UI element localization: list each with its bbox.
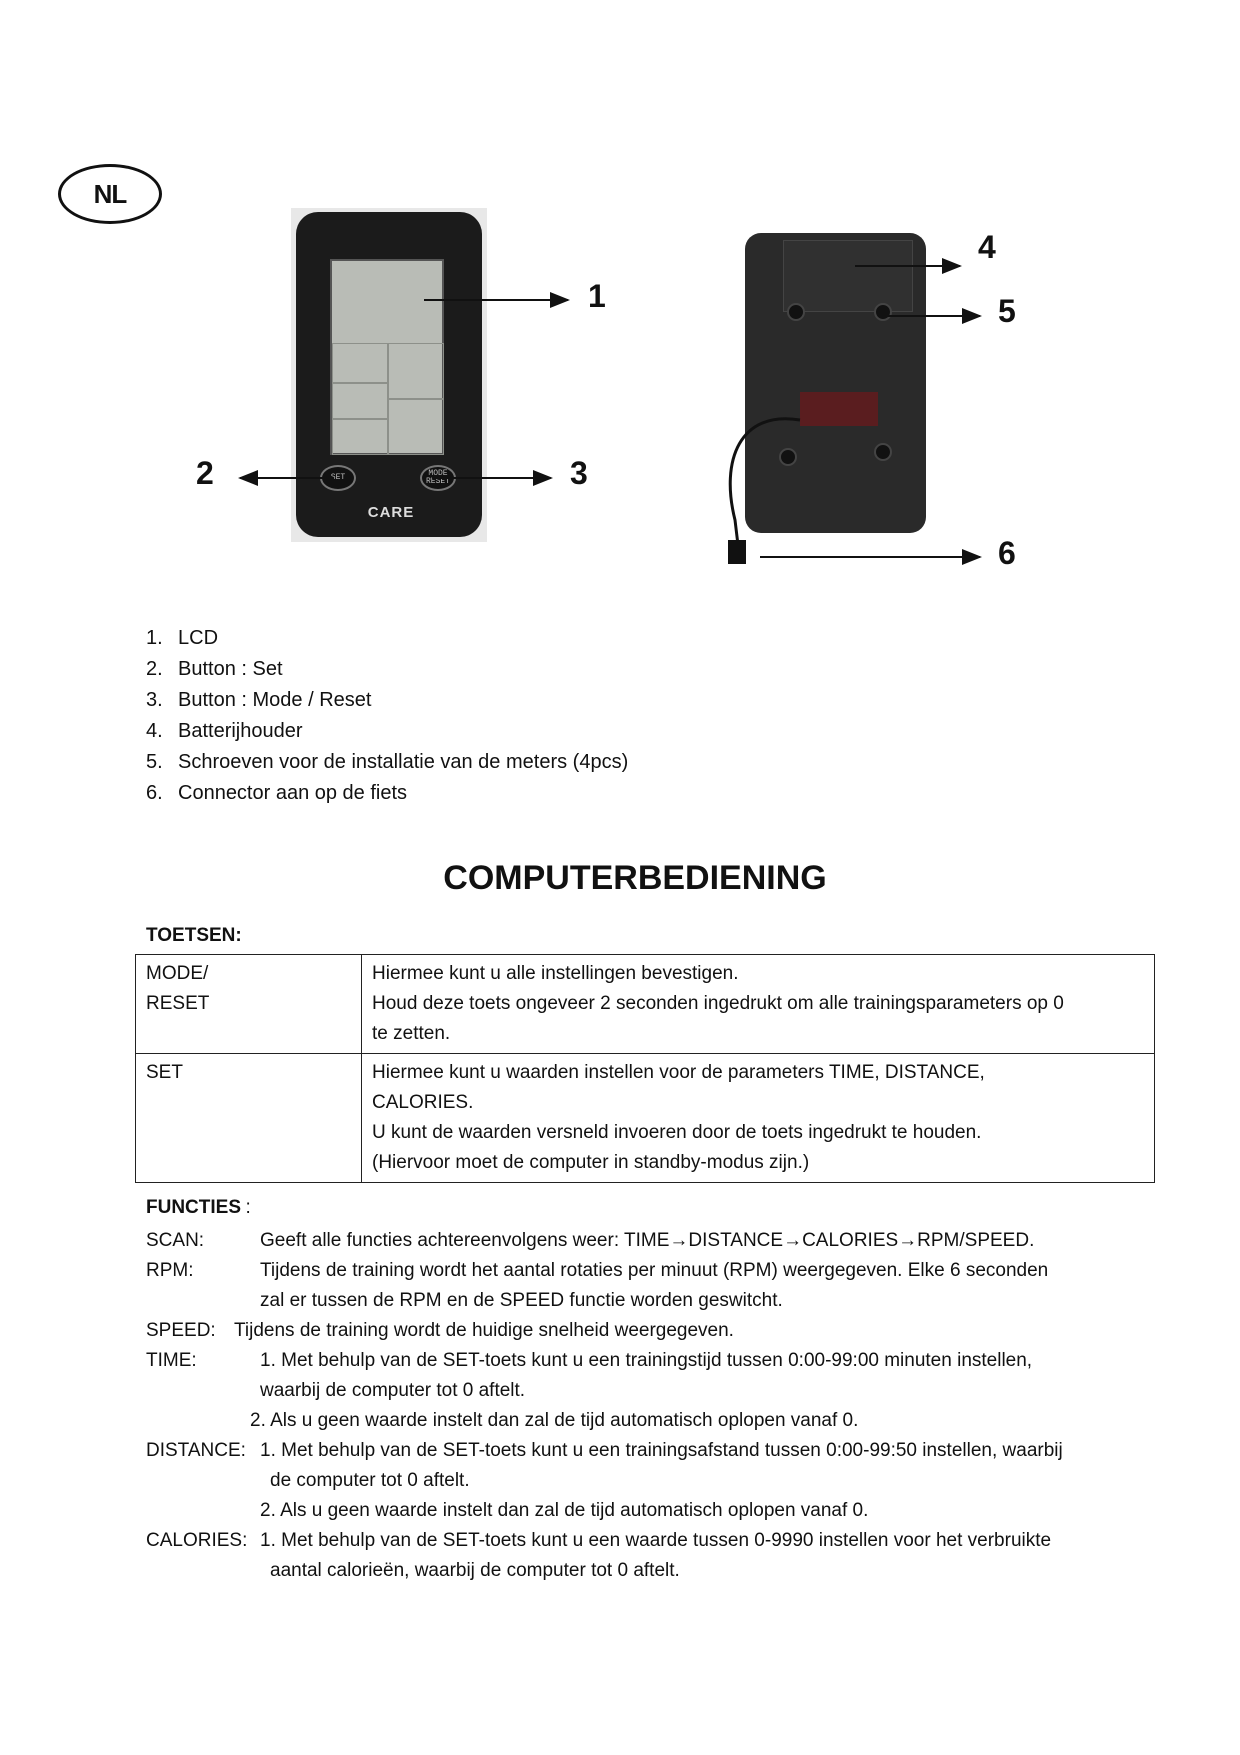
set-button-photo: SET xyxy=(320,465,356,491)
function-line: RPM: xyxy=(146,1260,194,1281)
cable xyxy=(730,419,800,545)
keys-table xyxy=(135,954,1155,1183)
connector-plug xyxy=(728,540,746,564)
desc-cell: Hiermee kunt u alle instellingen bevestigen. Houd deze toets ongeveer 2 seconden ingedrukt om alle trainingsparameters op 0 te zetten. xyxy=(362,955,1155,1054)
device-brand-logo: CARE xyxy=(367,504,415,521)
function-text: 1. Met behulp van de SET-toets kunt u een trainingsafstand tussen 0:00-99:50 instellen, waarbij xyxy=(260,1440,1063,1461)
function-text: 2. Als u geen waarde instelt dan zal de tijd automatisch oplopen vanaf 0. xyxy=(260,1500,869,1521)
functions-title-row xyxy=(146,1197,251,1219)
function-text: Geeft alle functies achtereenvolgens weer: TIME→DISTANCE→CALORIES→RPM/SPEED. xyxy=(260,1230,1035,1251)
mode-reset-button-photo: MODE RESET xyxy=(420,465,456,491)
language-badge: NL xyxy=(58,164,162,224)
keys-title: TOETSEN: xyxy=(146,925,242,946)
list-item: 3. Button : Mode / Reset xyxy=(146,689,372,711)
key-cell: MODE/ RESET xyxy=(136,955,362,1054)
callout-3: 3 xyxy=(570,455,588,491)
page-title: COMPUTERBEDIENING xyxy=(443,859,827,897)
function-line: TIME: xyxy=(146,1350,197,1371)
callout-2: 2 xyxy=(196,455,214,491)
callout-5: 5 xyxy=(998,293,1016,329)
function-text: 1. Met behulp van de SET-toets kunt u een waarde tussen 0-9990 instellen voor het verbruikte xyxy=(260,1530,1052,1551)
functions-colon: : xyxy=(245,1197,251,1218)
callout-4: 4 xyxy=(978,229,996,265)
table-row xyxy=(136,955,1155,1054)
function-text: zal er tussen de RPM en de SPEED functie worden geswitcht. xyxy=(260,1290,783,1311)
list-item: 6. Connector aan op de fiets xyxy=(146,782,408,804)
function-text: waarbij de computer tot 0 aftelt. xyxy=(260,1380,526,1401)
function-text: de computer tot 0 aftelt. xyxy=(270,1470,470,1491)
callout-6: 6 xyxy=(998,535,1016,571)
list-item: 4. Batterijhouder xyxy=(146,720,303,742)
list-item: 5. Schroeven voor de installatie van de meters (4pcs) xyxy=(146,751,629,773)
function-text: 1. Met behulp van de SET-toets kunt u een trainingstijd tussen 0:00-99:00 minuten instellen, xyxy=(260,1350,1033,1371)
table-row xyxy=(136,1054,1155,1183)
list-item: 2. Button : Set xyxy=(146,658,283,680)
function-text: aantal calorieën, waarbij de computer tot 0 aftelt. xyxy=(270,1560,680,1581)
callout-arrows xyxy=(0,0,1240,600)
function-text: Tijdens de training wordt de huidige snelheid weergegeven. xyxy=(234,1320,734,1341)
key-cell: SET xyxy=(136,1054,362,1183)
list-item: 1. LCD xyxy=(146,627,219,649)
callout-1: 1 xyxy=(588,278,606,314)
function-text: Tijdens de training wordt het aantal rotaties per minuut (RPM) weergegeven. Elke 6 seconden xyxy=(260,1260,1049,1281)
function-line: DISTANCE: xyxy=(146,1440,246,1461)
functions-title: FUNCTIES xyxy=(146,1197,241,1218)
function-line: CALORIES: xyxy=(146,1530,248,1551)
desc-cell: Hiermee kunt u waarden instellen voor de parameters TIME, DISTANCE, CALORIES. U kunt de waarden versneld invoeren door de toets ingedrukt te houden. (Hiervoor moet de computer in standby-modus zijn.) xyxy=(362,1054,1155,1183)
function-text: 2. Als u geen waarde instelt dan zal de tijd automatisch oplopen vanaf 0. xyxy=(250,1410,859,1431)
function-line: SCAN: xyxy=(146,1230,205,1251)
function-line: SPEED: xyxy=(146,1320,216,1341)
parts-list xyxy=(146,623,628,809)
